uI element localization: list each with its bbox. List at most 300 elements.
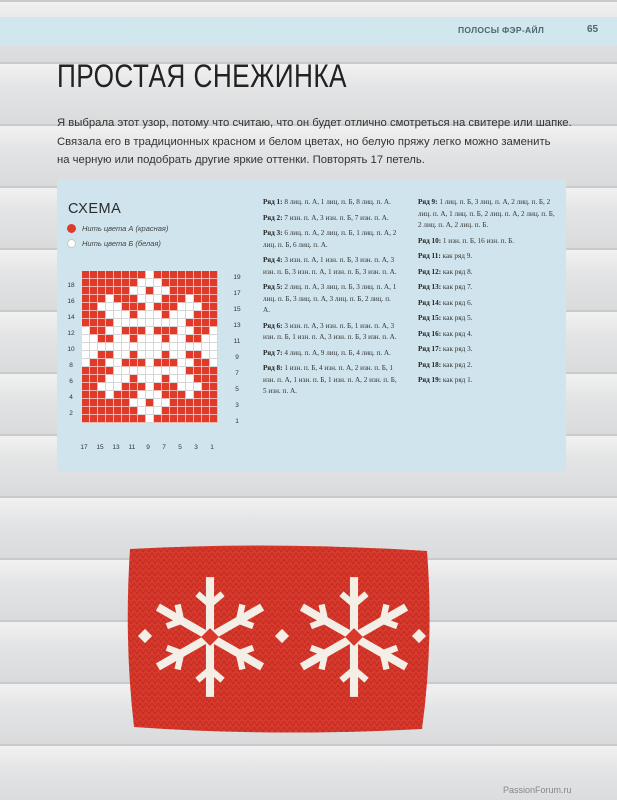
schema-title: СХЕМА (68, 201, 122, 217)
chart-cell (98, 343, 106, 351)
chart-cell (98, 319, 106, 327)
chart-cell (82, 351, 90, 359)
chart-cell (122, 367, 130, 375)
chart-cell (90, 335, 98, 343)
chart-cell (106, 311, 114, 319)
chart-cell (186, 383, 194, 391)
instruction-row: Ряд 7: 4 лиц. п. А, 9 лиц. п. Б, 4 лиц. п. А. (263, 348, 391, 357)
instruction-row: Ряд 6: 3 изн. п. А, 3 изн. п. Б, 1 изн. п. А, 3 изн. п. Б, 1 изн. п. А, 3 изн. п. Б, 3 изн. п. А. (263, 321, 397, 341)
chart-cell (146, 383, 154, 391)
column-label: 3 (194, 444, 198, 451)
chart-cell (186, 375, 194, 383)
chart-cell (130, 327, 138, 335)
chart-cell (178, 391, 186, 399)
chart-cell (186, 287, 194, 295)
row-label: 15 (233, 306, 241, 313)
chart-cell (106, 391, 114, 399)
chart-cell (98, 359, 106, 367)
chart-cell (202, 415, 210, 423)
chart-cell (162, 415, 170, 423)
chart-cell (82, 407, 90, 415)
chart-cell (138, 415, 146, 423)
chart-cell (122, 303, 130, 311)
chart-cell (194, 351, 202, 359)
chart-cell (186, 359, 194, 367)
chart-cell (178, 287, 186, 295)
chart-cell (106, 383, 114, 391)
chart-cell (178, 399, 186, 407)
row-label: 16 (67, 298, 75, 305)
chart-cell (202, 399, 210, 407)
page-title: ПРОСТАЯ СНЕЖИНКА (57, 58, 347, 94)
chart-cell (106, 335, 114, 343)
chart-cell (90, 391, 98, 399)
chart-cell (106, 351, 114, 359)
instruction-row: Ряд 13: как ряд 7. (418, 283, 473, 291)
chart-cell (210, 287, 218, 295)
chart-cell (122, 383, 130, 391)
chart-cell (178, 359, 186, 367)
chart-cell (210, 343, 218, 351)
chart-cell (194, 359, 202, 367)
chart-cell (186, 367, 194, 375)
chart-cell (162, 343, 170, 351)
chart-cell (162, 327, 170, 335)
chart-cell (114, 303, 122, 311)
chart-cell (170, 351, 178, 359)
chart-cell (162, 335, 170, 343)
chart-cell (82, 375, 90, 383)
chart-cell (146, 279, 154, 287)
chart-cell (122, 311, 130, 319)
chart-cell (194, 343, 202, 351)
chart-cell (194, 391, 202, 399)
chart-cell (138, 303, 146, 311)
chart-cell (106, 303, 114, 311)
chart-cell (90, 311, 98, 319)
chart-cell (178, 407, 186, 415)
chart-cell (98, 335, 106, 343)
chart-cell (114, 415, 122, 423)
chart-cell (114, 399, 122, 407)
chart-cell (130, 287, 138, 295)
chart-cell (146, 391, 154, 399)
chart-cell (170, 327, 178, 335)
chart-cell (170, 319, 178, 327)
chart-cell (122, 279, 130, 287)
chart-cell (106, 319, 114, 327)
chart-cell (146, 271, 154, 279)
chart-cell (186, 295, 194, 303)
chart-cell (122, 407, 130, 415)
chart-cell (202, 367, 210, 375)
chart-cell (138, 367, 146, 375)
row-label: 19 (233, 274, 241, 281)
chart-cell (90, 279, 98, 287)
chart-cell (90, 375, 98, 383)
chart-cell (154, 415, 162, 423)
chart-cell (138, 327, 146, 335)
chart-cell (130, 407, 138, 415)
chart-cell (154, 383, 162, 391)
chart-cell (114, 287, 122, 295)
chart-cell (202, 287, 210, 295)
chart-cell (210, 383, 218, 391)
chart-cell (202, 295, 210, 303)
chart-cell (162, 351, 170, 359)
instruction-row: Ряд 8: 1 изн. п. Б, 4 изн. п. А, 2 изн. п. Б, 1 изн. п. А, 1 изн. п. Б, 1 изн. п. А, 2 изн. п. Б, 5 изн. п. А. (263, 364, 397, 395)
chart-cell (130, 359, 138, 367)
chart-cell (210, 415, 218, 423)
chart-cell (210, 295, 218, 303)
chart-cell (154, 375, 162, 383)
chart-cell (194, 367, 202, 375)
chart-cell (122, 415, 130, 423)
chart-cell (146, 327, 154, 335)
chart-cell (98, 399, 106, 407)
chart-cell (138, 399, 146, 407)
chart-cell (194, 335, 202, 343)
chart-cell (122, 295, 130, 303)
chart-cell (138, 359, 146, 367)
chart-cell (170, 335, 178, 343)
chart-cell (106, 295, 114, 303)
chart-cell (154, 367, 162, 375)
chart-cell (130, 335, 138, 343)
row-label: 13 (233, 322, 241, 329)
chart-cell (162, 295, 170, 303)
chart-cell (162, 311, 170, 319)
chart-cell (98, 287, 106, 295)
instruction-row: Ряд 2: 7 изн. п. А, 3 изн. п. Б, 7 изн. п. А. (263, 213, 389, 222)
chart-cell (82, 271, 90, 279)
column-label: 5 (178, 444, 182, 451)
chart-cell (170, 311, 178, 319)
chart-cell (194, 407, 202, 415)
chart-cell (114, 343, 122, 351)
chart-cell (106, 367, 114, 375)
chart-cell (82, 343, 90, 351)
chart-cell (90, 415, 98, 423)
chart-cell (154, 391, 162, 399)
chart-cell (162, 391, 170, 399)
chart-cell (170, 415, 178, 423)
white-dot-icon (67, 239, 76, 248)
row-label: 10 (67, 346, 75, 353)
instruction-row: Ряд 15: как ряд 5. (418, 314, 473, 322)
chart-cell (202, 351, 210, 359)
chart-cell (114, 367, 122, 375)
chart-cell (186, 327, 194, 335)
legend-label: Нить цвета А (красная) (82, 224, 169, 233)
chart-cell (154, 359, 162, 367)
chart-cell (82, 383, 90, 391)
chart-cell (186, 407, 194, 415)
chart-cell (186, 303, 194, 311)
chart-cell (138, 391, 146, 399)
chart-cell (162, 271, 170, 279)
row-label: 11 (233, 338, 241, 345)
chart-cell (154, 351, 162, 359)
chart-cell (178, 303, 186, 311)
column-label: 17 (80, 444, 88, 451)
knitted-swatch-photo (122, 541, 437, 736)
chart-cell (130, 391, 138, 399)
chart-cell (114, 279, 122, 287)
chart-cell (114, 327, 122, 335)
chart-cell (98, 407, 106, 415)
chart-cell (154, 343, 162, 351)
chart-cell (106, 415, 114, 423)
row-label: 4 (69, 394, 73, 401)
chart-cell (82, 287, 90, 295)
chart-cell (98, 391, 106, 399)
chart-cell (98, 367, 106, 375)
chart-cell (122, 327, 130, 335)
chart-cell (138, 311, 146, 319)
chart-cell (82, 279, 90, 287)
chart-cell (162, 279, 170, 287)
chart-cell (138, 287, 146, 295)
chart-cell (138, 319, 146, 327)
chart-cell (98, 415, 106, 423)
chart-cell (178, 343, 186, 351)
watermark: PassionForum.ru (503, 785, 572, 795)
intro-line: Я выбрала этот узор, потому что считаю, что он будет отлично смотреться на свитере или шапке. (57, 117, 572, 129)
column-label: 9 (146, 444, 150, 451)
chart-cell (162, 367, 170, 375)
chart-cell (162, 383, 170, 391)
chart-cell (186, 279, 194, 287)
chart-cell (98, 351, 106, 359)
legend-item-white (67, 239, 161, 248)
chart-cell (98, 279, 106, 287)
chart-cell (170, 359, 178, 367)
chart-cell (122, 359, 130, 367)
chart-cell (82, 327, 90, 335)
chart-cell (210, 367, 218, 375)
legend-item-red (67, 224, 168, 233)
chart-cell (138, 335, 146, 343)
chart-cell (146, 319, 154, 327)
instruction-row: Ряд 1: 8 лиц. п. А, 1 лиц. п. Б, 8 лиц. п. А. (263, 198, 391, 206)
chart-cell (194, 383, 202, 391)
column-label: 15 (96, 444, 104, 451)
chart-cell (162, 319, 170, 327)
chart-cell (130, 311, 138, 319)
instruction-row: Ряд 17: как ряд 3. (418, 345, 473, 353)
chart-cell (122, 287, 130, 295)
chart-cell (146, 399, 154, 407)
row-label: 7 (235, 370, 239, 377)
chart-cell (82, 295, 90, 303)
chart-cell (98, 311, 106, 319)
chart-cell (210, 279, 218, 287)
chart-cell (138, 271, 146, 279)
column-label: 1 (210, 444, 214, 451)
chart-cell (114, 383, 122, 391)
section-name: ПОЛОСЫ ФЭР-АЙЛ (458, 25, 545, 35)
instruction-row: Ряд 3: 6 лиц. п. А, 2 лиц. п. Б, 1 лиц. п. А, 2 лиц. п. Б, 6 лиц. п. А. (263, 229, 397, 249)
chart-cell (202, 279, 210, 287)
legend-label: Нить цвета Б (белая) (82, 239, 161, 248)
instruction-row: Ряд 9: 1 лиц. п. Б, 3 лиц. п. А, 2 лиц. п. Б, 2 лиц. п. А, 1 лиц. п. Б, 2 лиц. п. А, 2 лиц. п. Б, 2 лиц. п. А, 2 лиц. п. Б. (418, 198, 555, 229)
chart-cell (178, 295, 186, 303)
chart-cell (186, 271, 194, 279)
instruction-row: Ряд 16: как ряд 4. (418, 329, 473, 338)
chart-cell (138, 295, 146, 303)
instruction-row: Ряд 4: 3 изн. п. А, 1 изн. п. Б, 3 изн. п. А, 3 изн. п. Б, 3 изн. п. А, 1 изн. п. Б, 3 изн. п. А. (263, 256, 397, 276)
chart-cell (90, 367, 98, 375)
red-dot-icon (67, 224, 76, 233)
chart-cell (122, 375, 130, 383)
chart-cell (98, 327, 106, 335)
chart-cell (202, 407, 210, 415)
chart-cell (162, 407, 170, 415)
chart-cell (178, 351, 186, 359)
chart-cell (178, 335, 186, 343)
chart-cell (146, 295, 154, 303)
chart-cell (146, 351, 154, 359)
chart-cell (210, 407, 218, 415)
chart-cell (98, 375, 106, 383)
intro-line: на черную или подобрать другие яркие оттенки. Повторять 17 петель. (57, 154, 425, 166)
chart-cell (130, 303, 138, 311)
chart-cell (82, 335, 90, 343)
chart-cell (122, 271, 130, 279)
chart-cell (210, 399, 218, 407)
chart-cell (154, 327, 162, 335)
chart-cell (122, 343, 130, 351)
chart-cell (114, 359, 122, 367)
chart-cell (154, 335, 162, 343)
chart-cell (170, 295, 178, 303)
chart-cell (138, 279, 146, 287)
row-label: 2 (69, 410, 73, 417)
chart-cell (146, 415, 154, 423)
chart-cell (98, 271, 106, 279)
chart-cell (146, 367, 154, 375)
chart-cell (154, 287, 162, 295)
chart-cell (138, 383, 146, 391)
chart-cell (106, 399, 114, 407)
knitting-chart-grid (78, 271, 230, 423)
chart-cell (194, 311, 202, 319)
chart-cell (186, 391, 194, 399)
chart-cell (98, 383, 106, 391)
chart-cell (154, 271, 162, 279)
chart-cell (202, 359, 210, 367)
column-label: 11 (128, 444, 136, 451)
chart-cell (138, 407, 146, 415)
chart-cell (90, 303, 98, 311)
chart-cell (170, 391, 178, 399)
row-label: 8 (69, 362, 73, 369)
column-label: 13 (112, 444, 120, 451)
chart-cell (170, 375, 178, 383)
instructions-column-left (263, 197, 398, 402)
chart-cell (90, 287, 98, 295)
column-label: 7 (162, 444, 166, 451)
chart-cell (114, 271, 122, 279)
row-label: 1 (235, 418, 239, 425)
instruction-row: Ряд 10: 1 изн. п. Б, 16 изн. п. Б. (418, 236, 515, 245)
chart-cell (162, 375, 170, 383)
chart-cell (138, 351, 146, 359)
chart-cell (130, 375, 138, 383)
chart-cell (90, 343, 98, 351)
chart-cell (210, 375, 218, 383)
chart-cell (146, 287, 154, 295)
chart-cell (130, 399, 138, 407)
chart-cell (122, 319, 130, 327)
chart-cell (186, 399, 194, 407)
chart-cell (122, 391, 130, 399)
chart-cell (210, 351, 218, 359)
chart-cell (202, 327, 210, 335)
row-label: 3 (235, 402, 239, 409)
chart-cell (194, 271, 202, 279)
chart-cell (90, 319, 98, 327)
chart-cell (90, 383, 98, 391)
row-label: 14 (67, 314, 75, 321)
chart-cell (106, 343, 114, 351)
instructions-column-right (418, 197, 558, 391)
chart-cell (210, 303, 218, 311)
chart-cell (186, 351, 194, 359)
chart-cell (114, 311, 122, 319)
chart-cell (170, 271, 178, 279)
row-label: 9 (235, 354, 239, 361)
chart-cell (194, 375, 202, 383)
chart-cell (202, 311, 210, 319)
chart-cell (98, 295, 106, 303)
chart-cell (90, 399, 98, 407)
chart-cell (210, 319, 218, 327)
chart-cell (170, 303, 178, 311)
chart-cell (194, 287, 202, 295)
chart-cell (178, 319, 186, 327)
chart-cell (130, 295, 138, 303)
chart-cell (82, 311, 90, 319)
chart-cell (98, 303, 106, 311)
chart-cell (178, 375, 186, 383)
instruction-row: Ряд 18: как ряд 2. (418, 360, 473, 369)
chart-cell (82, 303, 90, 311)
chart-cell (186, 415, 194, 423)
chart-cell (146, 311, 154, 319)
chart-cell (114, 295, 122, 303)
chart-cell (130, 383, 138, 391)
chart-cell (130, 343, 138, 351)
chart-cell (210, 327, 218, 335)
chart-cell (90, 271, 98, 279)
chart-cell (194, 399, 202, 407)
chart-cell (178, 271, 186, 279)
chart-cell (114, 407, 122, 415)
row-label: 12 (67, 330, 75, 337)
chart-cell (106, 407, 114, 415)
chart-cell (90, 359, 98, 367)
chart-cell (90, 407, 98, 415)
chart-cell (178, 327, 186, 335)
chart-cell (82, 391, 90, 399)
chart-cell (170, 399, 178, 407)
row-label: 5 (235, 386, 239, 393)
chart-cell (170, 287, 178, 295)
chart-cell (210, 271, 218, 279)
chart-cell (122, 399, 130, 407)
